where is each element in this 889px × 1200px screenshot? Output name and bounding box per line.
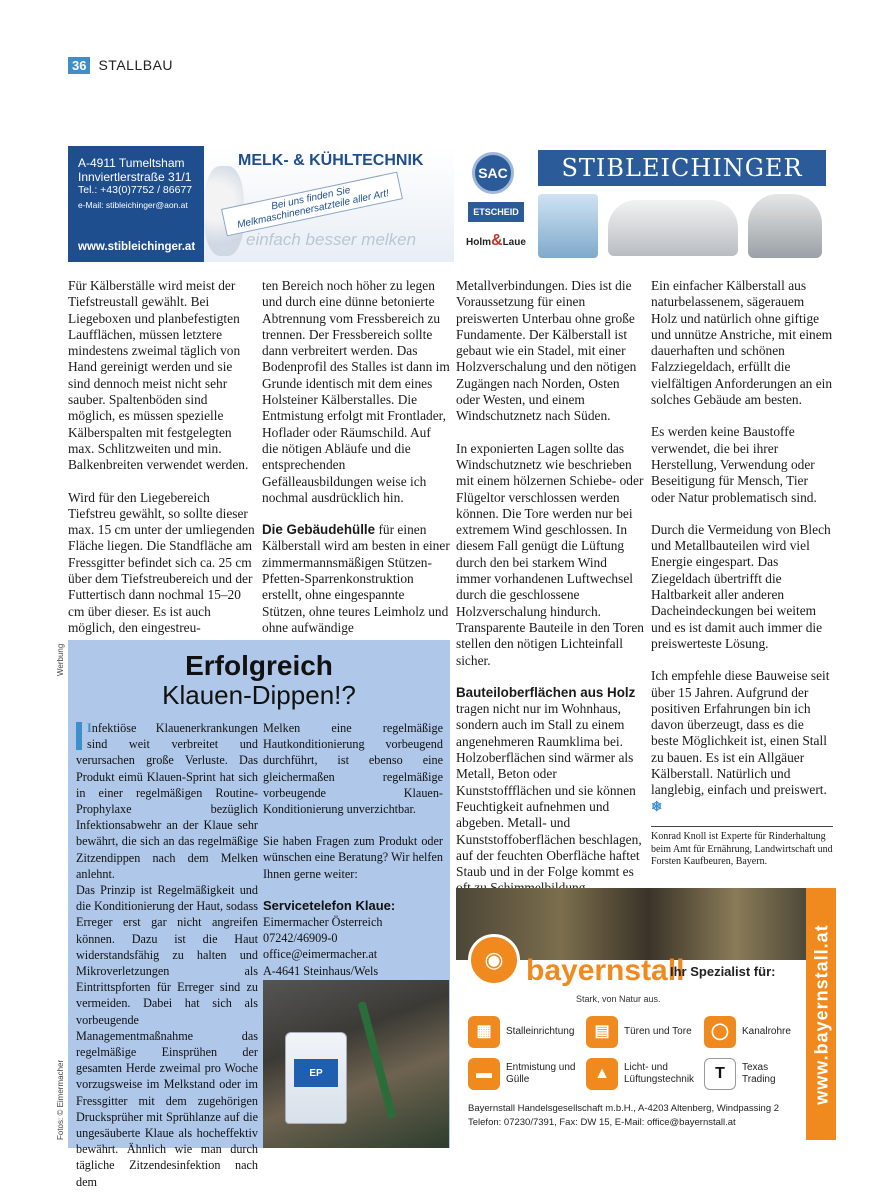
ad-subtitle: Klauen-Dippen!?: [162, 680, 356, 710]
article-column-2: [262, 278, 450, 652]
specialist-heading: Ihr Spezialist für:: [670, 964, 776, 979]
paragraph: Wird für den Liegebereich Tiefstreu gewählt, so sollte dieser max. 15 cm unter der umliegenden Fläche liegen. Die Standfläche am Fressgitter befindet sich ca. 25 cm über dem Tiefstreubereich und der Futtertisch dann nochmal 15–20 cm über dieser. Es ist auch möglich, den eingestreu-: [68, 489, 255, 635]
werbung-label: Werbung: [56, 643, 65, 676]
bayernstall-website-strip[interactable]: [808, 888, 836, 1140]
bayernstall-website[interactable]: www.bayernstall.at: [811, 923, 832, 1105]
ad-phone: Tel.: +43(0)7752 / 86677: [78, 184, 193, 196]
ad-website[interactable]: www.stibleichinger.at: [78, 241, 196, 253]
paragraph: ten Bereich noch höher zu legen und durch eine dünne betonierte Abtrennung vom Fressbereich zu trennen. Der Fressbereich sollte dann verbreitert werden. Das Bodenprofil des Stalles ist dann im Grunde identisch mit dem eines Holsteiner Kälberstalles. Die Entmistung erfolgt mit Frontlader, Hoflader oder Räumschild. Auf die nötigen Abläufe und die entsprechenden Gefälleausbildungen weise ich nochmal ausdrücklich hin.: [262, 278, 450, 505]
stibleichinger-ad[interactable]: [68, 146, 828, 262]
ad-address-block: [68, 146, 204, 262]
article-column-1: [68, 278, 256, 652]
service-email[interactable]: office@eimermacher.at: [263, 947, 378, 962]
klauen-dippen-ad[interactable]: [68, 640, 450, 1189]
bottle-label: EP: [294, 1059, 338, 1087]
holm-amp: &: [491, 232, 503, 249]
subheading-bauteiloberflaechen: Bauteiloberflächen aus Holz: [456, 684, 636, 700]
service-item-texas: [704, 1058, 800, 1090]
bayernstall-panel: [456, 947, 806, 1140]
hoof-spray-photo: [263, 980, 449, 1148]
service-item-stalleinrichtung: [468, 1016, 586, 1048]
service-item-kanalrohre: [704, 1016, 800, 1048]
light-icon: ▲: [586, 1058, 618, 1090]
ad-slogan: einfach besser melken: [246, 230, 417, 249]
stibleichinger-logo: STIBLEICHINGER: [538, 150, 826, 186]
subheading-gebaeudehuelle: Die Gebäudehülle: [262, 522, 376, 538]
service-label: Stalleinrichtung: [506, 1026, 575, 1037]
sprayer-bottle: [285, 1032, 347, 1124]
dropcap-letter: I: [87, 721, 92, 735]
holm-laue-logo: [466, 232, 526, 250]
ad-address-line2: Innviertlerstraße 31/1: [78, 170, 192, 184]
ad-paragraph: Das Prinzip ist Regelmäßigkeit und die Konditionierung der Haut, sodass Erreger erst gar nicht angreifen können. Dazu ist die Haut widerstandsfähig zu halten und Mikroverletzungen als Eintrittspforten für Erreger sind zu vermeiden. Dabei hat sich als vorbeugende Managementmaßnahme das regelmäßige Einsprühen der gesamten Herde zweimal pro Woche vorzugsweise im Melkstand oder im Fressgitter mit dem zugehörigen Drucksprüher mit Sprühlanze auf die ungesäuberte Klaue als hocheffektiv bewährt. Ähnlich wie man durch tägliche Zitzendesinfektion nach dem: [76, 883, 258, 1189]
service-label: Kanalrohre: [742, 1026, 791, 1037]
service-item-entmistung: [468, 1058, 586, 1090]
footer-line1: Bayernstall Handelsgesellschaft m.b.H., A-4203 Altenberg, Windpassing 2: [468, 1103, 780, 1114]
service-address: A-4641 Steinhaus/Wels: [263, 963, 379, 978]
bayernstall-ad[interactable]: [456, 888, 836, 1140]
door-icon: ▤: [586, 1016, 618, 1048]
paragraph: Metallverbindungen. Dies ist die Voraussetzung für einen preiswerten Unterbau ohne große Fundamente. Der Kälberstall ist gebaut wie ein Stadel, mit einer Holzverschalung und den nötigen Zugängen nach Norden, Osten oder Westen, und einem Windschutznetz nach Süden.: [456, 278, 637, 424]
bayernstall-brand: bayernstall: [526, 954, 685, 987]
ad-paragraph: Sie haben Fragen zum Produkt oder wünschen eine Beratung? Wir helfen Ihnen gerne weiter:: [263, 834, 443, 881]
paragraph: [651, 668, 833, 815]
ad-headline: MELK- & KÜHLTECHNIK: [238, 152, 424, 169]
paragraph: Für Kälberställe wird meist der Tiefstreustall gewählt. Bei Liegeboxen und planbefestigten Laufflächen, müssen letztere mindestens zweimal täglich von Hand gereinigt werden und sie sind dennoch meist nicht sehr sauber. Spaltenböden sind möglich, es müssen spezielle Kälberspalten mit festgelegten max. Schlitzweiten und min. Balkenbreiten verwendet werden.: [68, 278, 249, 473]
service-title: Servicetelefon Klaue:: [263, 897, 396, 913]
dropcap-bar: [76, 722, 82, 750]
ad-column-2: [263, 720, 443, 979]
section-title: STALLBAU: [98, 57, 174, 73]
service-item-licht: [586, 1058, 704, 1090]
sac-logo: SAC: [472, 152, 514, 194]
pipe-icon: ◯: [704, 1016, 736, 1048]
paragraph: Es werden keine Baustoffe verwendet, die bei ihrer Herstellung, Verwendung oder Beseitigung für Mensch, Tier oder Natur problematisch sind.: [651, 424, 817, 505]
ad-column-1: [76, 720, 258, 1190]
service-label: Licht- und Lüftungstechnik: [624, 1062, 695, 1085]
milking-bucket-image: [748, 194, 822, 258]
etscheid-logo: ETSCHEID: [468, 202, 524, 222]
article-column-3: [456, 278, 644, 913]
service-items: [468, 1016, 798, 1090]
paragraph: Durch die Vermeidung von Blech und Metallbauteilen wird viel Energie eingespart. Das Ziegeldach übertrifft die Haltbarkeit aller anderen Dacheindeckungen bei weitem und es ist damit auch immer die preiswerteste Lösung.: [651, 521, 831, 651]
ad-stamp: Bei uns finden Sie Melkmaschinenersatzteile aller Art!: [221, 172, 403, 237]
paragraph: Ein einfacher Kälberstall aus naturbelassenem, sägerauem Holz und natürlich ohne giftige und unnütze Anstriche, mit einem dauerhaften und schönen Falzziegeldach, erfüllt die vielfältigen Anforderungen an ein solches Gebäude am besten.: [651, 278, 833, 408]
footer-line2: Telefon: 07230/7391, Fax: DW 15, E-Mail: office@bayernstall.at: [468, 1117, 736, 1128]
ad-paragraph: Melken eine regelmäßige Hautkonditionierung vorbeugend durchführt, ist ebenso eine gleichermaßen regelmäßige vorbeugende Klauen-Konditionierung unverzichtbar.: [263, 721, 443, 817]
ad-middle: [204, 146, 454, 262]
ad-paragraph: nfektiöse Klauenerkrankungen sind weit verbreitet und verursachen große Verluste. Das Produkt eimü Klauen-Sprint hat sich in einer regelmäßigen Routine-Prophylaxe bezüglich Infektionsabwehr an der Klaue sehr bewährt, die sich an das regelmäßige Zitzendippen nach dem Melken anlehnt.: [76, 721, 258, 881]
service-label: Entmistung und Gülle: [506, 1062, 576, 1085]
laue-text: Laue: [502, 237, 526, 248]
ad-address-line1: A-4911 Tumeltsham: [78, 156, 185, 170]
article-column-4: [651, 278, 833, 831]
ad-title: Erfolgreich: [185, 650, 333, 681]
photo-credit: Fotos: © Eimermacher: [56, 1059, 65, 1140]
page-header: [68, 56, 173, 74]
bayernstall-claim: Stark, von Natur aus.: [576, 994, 661, 1004]
spray-lance: [358, 1001, 397, 1119]
paragraph-text: für einen Kälberstall wird am besten in einer zimmermannsmäßigen Stützen-Pfetten-Sparrenkonstruktion erstellt, ohne eingespannte Stützen, ohne teures Leimholz und ohne aufwändige: [262, 522, 450, 635]
paragraph: tragen nicht nur im Wohnhaus, sondern auch im Stall zu einem angenehmeren Raumklima bei. Holzoberflächen sind wärmer als Metall, Beton oder Kunststoffflächen und sie können Feuchtigkeit aufnehmen und abgeben. Metall- und Kunststoffoberflächen beschlagen, auf der feuchten Oberfläche haftet Staub und in der Folge kommt es: [456, 701, 642, 880]
service-item-tueren: [586, 1016, 704, 1048]
service-company: Eimermacher Österreich: [263, 915, 383, 930]
author-note: Konrad Knoll ist Experte für Rinderhaltung beim Amt für Ernährung, Landwirtschaft und Forsten Kaufbeuren, Bayern.: [651, 826, 833, 869]
paragraph: In exponierten Lagen sollte das Windschutznetz wie beschrieben mit einem hölzernen Schiebe- oder Flügeltor verschlossen werden können. Die Tore werden nur bei extremem Wind geschlossen. In diesem Fall genügt die Lüftung durch den bei starkem Wind immer vorhandenen Luftwechsel durch die geschlossene Holzverschalung hindurch. Transparente Bauteile in den Toren stellen den nötigen Lichteinfall sicher.: [456, 440, 644, 668]
manure-icon: ▬: [468, 1058, 500, 1090]
texas-icon: T: [704, 1058, 736, 1090]
paragraph-text: Ich empfehle diese Bauweise seit über 15 Jahren. Aufgrund der positiven Erfahrungen bin ich davon überzeugt, dass es die beste Möglichkeit ist, einen Stall zu bauen. Es ist ein Allgäuer Kälberstall. Natürlich und langlebig, einfach und preiswert.: [651, 668, 830, 798]
paragraph: [262, 522, 450, 636]
bull-logo-icon: ◉: [468, 934, 520, 986]
service-label: Texas Trading: [742, 1062, 776, 1085]
page-number: 36: [68, 57, 90, 74]
end-mark-icon: ❄: [651, 798, 663, 814]
ad-email: e-Mail: stibleichinger@aon.at: [78, 200, 188, 210]
milk-pump-image: [538, 194, 598, 258]
service-label: Türen und Tore: [624, 1026, 692, 1037]
ad-products: [458, 146, 828, 262]
bayernstall-footer: [468, 1102, 798, 1130]
service-phone[interactable]: 07242/46909-0: [263, 931, 338, 946]
milk-tank-image: [608, 200, 738, 256]
stall-icon: ▦: [468, 1016, 500, 1048]
holm-text: Holm: [466, 237, 491, 248]
